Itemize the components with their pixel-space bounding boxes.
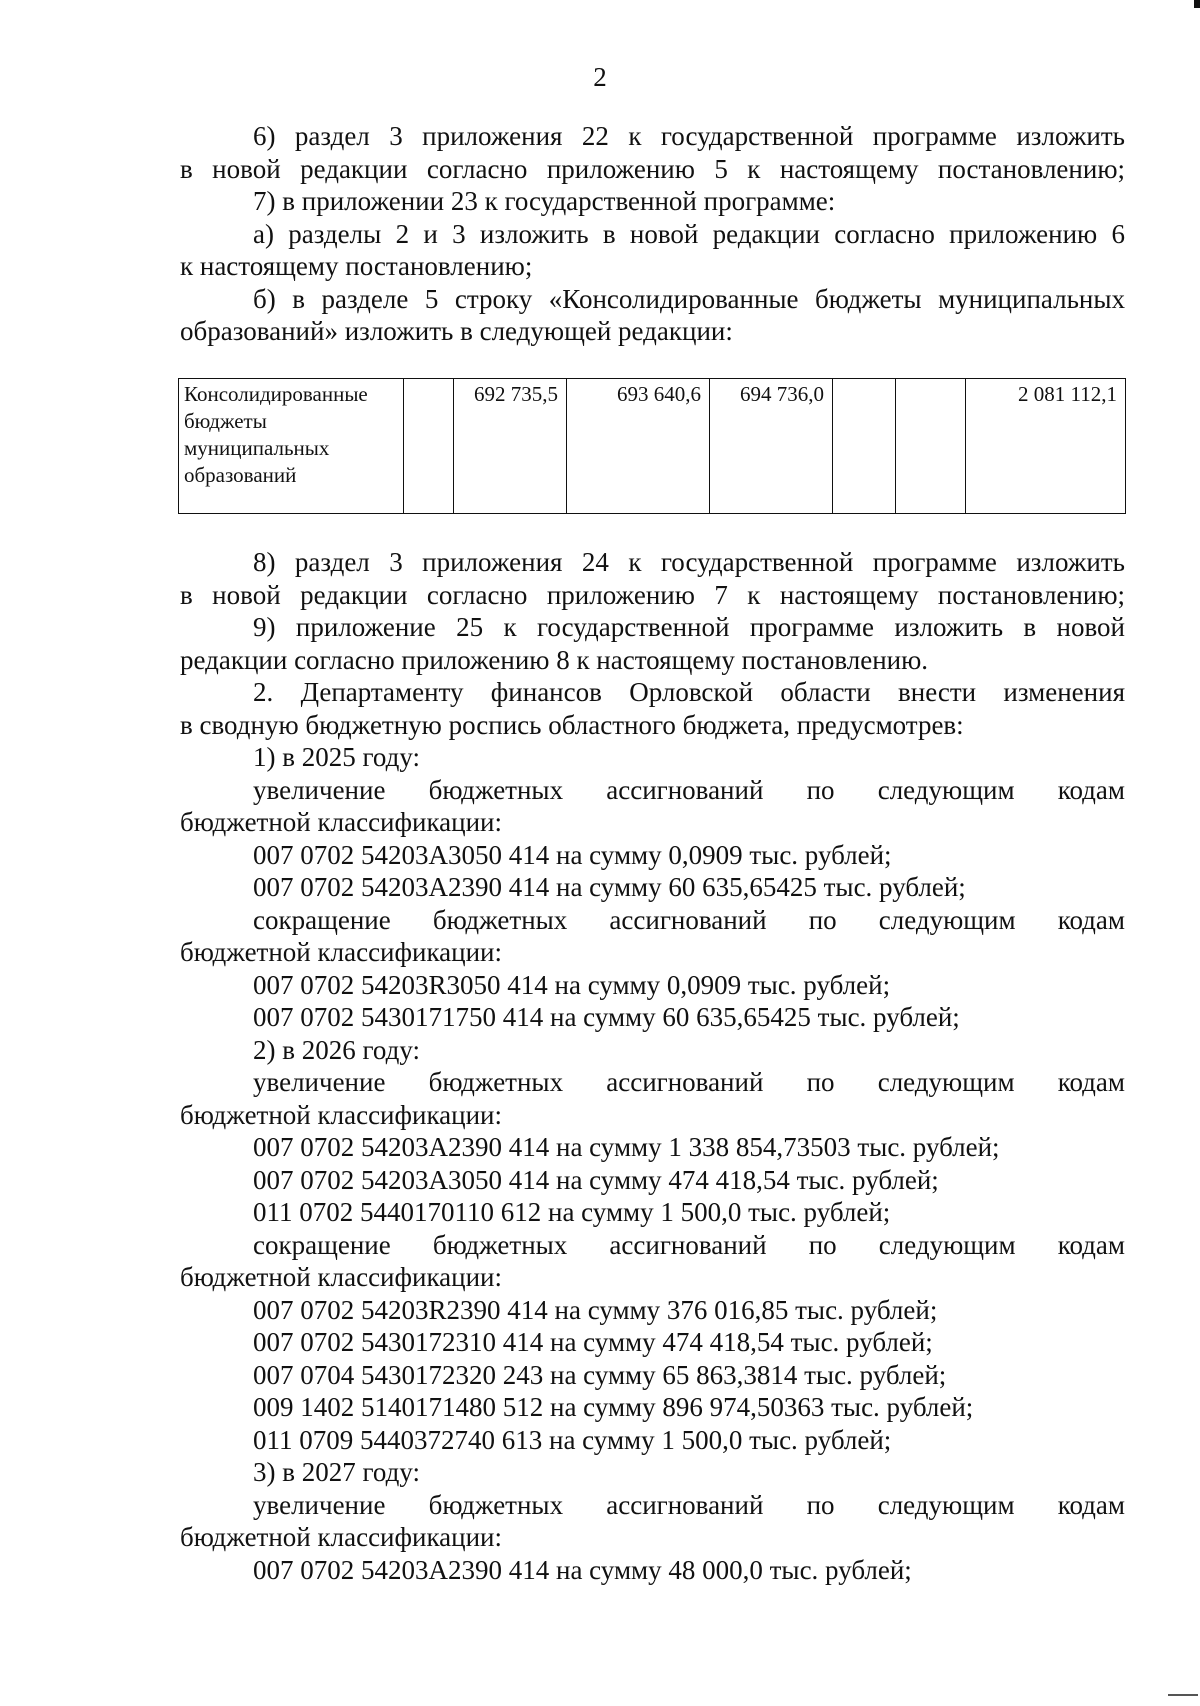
- table-cell: 2 081 112,1: [966, 379, 1126, 514]
- table-cell: [404, 379, 454, 514]
- table-cell: [833, 379, 896, 514]
- text-line: 007 0702 54203R3050 414 на сумму 0,0909 тыс. рублей;: [253, 969, 891, 1000]
- text-line: 6) раздел 3 приложения 22 к государственной программе изложить: [253, 121, 1125, 151]
- row-label-line: образований: [184, 463, 297, 487]
- text-line: бюджетной классификации:: [180, 937, 502, 967]
- text-line: 007 0702 54203А2390 414 на сумму 48 000,0 тыс. рублей;: [253, 1554, 912, 1585]
- text-line: 007 0702 54203А2390 414 на сумму 1 338 854,73503 тыс. рублей;: [253, 1132, 1000, 1162]
- row-label-line: бюджеты: [184, 409, 267, 433]
- text-line: 011 0709 5440372740 613 на сумму 1 500,0 тыс. рублей;: [253, 1424, 892, 1455]
- text-line: 2) в 2026 году:: [253, 1034, 420, 1065]
- table-cell: [896, 379, 966, 514]
- text-line: 3) в 2027 году:: [253, 1457, 420, 1487]
- body-text-bottom: [180, 546, 1125, 1586]
- body-text-top: [180, 120, 1125, 348]
- text-line: сокращение бюджетных ассигнований по следующим кодам: [253, 904, 1125, 935]
- budget-row-table: [178, 378, 1126, 514]
- row-label-line: муниципальных: [184, 436, 330, 460]
- text-line: 7) в приложении 23 к государственной программе:: [253, 186, 836, 216]
- text-line: сокращение бюджетных ассигнований по следующим кодам: [253, 1229, 1125, 1260]
- text-line: бюджетной классификации:: [180, 1522, 502, 1552]
- text-line: 007 0702 54203А3050 414 на сумму 0,0909 тыс. рублей;: [253, 839, 892, 870]
- text-line: 007 0702 5430171750 414 на сумму 60 635,65425 тыс. рублей;: [253, 1002, 960, 1032]
- text-line: 8) раздел 3 приложения 24 к государственной программе изложить: [253, 547, 1125, 577]
- text-line: увеличение бюджетных ассигнований по следующим кодам: [253, 774, 1125, 805]
- text-line: бюджетной классификации:: [180, 1099, 502, 1130]
- text-line: б) в разделе 5 строку «Консолидированные бюджеты муниципальных: [253, 283, 1125, 314]
- text-line: в новой редакции согласно приложению 7 к настоящему постановлению;: [180, 579, 1125, 610]
- scan-edge-mark: [1168, 1694, 1198, 1696]
- text-line: увеличение бюджетных ассигнований по следующим кодам: [253, 1489, 1125, 1520]
- text-line: 2. Департаменту финансов Орловской области внести изменения: [253, 677, 1125, 707]
- text-line: бюджетной классификации:: [180, 807, 502, 837]
- text-line: 1) в 2025 году:: [253, 742, 420, 772]
- text-line: образований» изложить в следующей редакции:: [180, 316, 733, 346]
- row-label-cell: [179, 379, 404, 514]
- table-row: [179, 379, 1126, 514]
- text-line: увеличение бюджетных ассигнований по следующим кодам: [253, 1067, 1125, 1097]
- text-line: 011 0702 5440170110 612 на сумму 1 500,0 тыс. рублей;: [253, 1197, 891, 1227]
- table-cell: 694 736,0: [710, 379, 833, 514]
- page-number: 2: [593, 62, 607, 92]
- text-line: 007 0702 5430172310 414 на сумму 474 418,54 тыс. рублей;: [253, 1327, 933, 1357]
- table-cell: 693 640,6: [567, 379, 710, 514]
- text-line: а) разделы 2 и 3 изложить в новой редакции согласно приложению 6: [253, 218, 1125, 249]
- scan-corner-mark: [1194, 0, 1200, 8]
- text-line: 007 0702 54203А3050 414 на сумму 474 418,54 тыс. рублей;: [253, 1164, 939, 1195]
- text-line: 007 0704 5430172320 243 на сумму 65 863,3814 тыс. рублей;: [253, 1359, 947, 1390]
- row-label-line: Консолидированные: [184, 382, 368, 406]
- text-line: в новой редакции согласно приложению 5 к настоящему постановлению;: [180, 153, 1125, 184]
- text-line: в сводную бюджетную роспись областного бюджета, предусмотрев:: [180, 709, 964, 740]
- text-line: 009 1402 5140171480 512 на сумму 896 974,50363 тыс. рублей;: [253, 1392, 974, 1422]
- text-line: 9) приложение 25 к государственной программе изложить в новой: [253, 612, 1125, 642]
- table-cell: 692 735,5: [454, 379, 567, 514]
- text-line: редакции согласно приложению 8 к настоящему постановлению.: [180, 644, 929, 675]
- text-line: бюджетной классификации:: [180, 1262, 502, 1292]
- text-line: к настоящему постановлению;: [180, 251, 533, 281]
- text-line: 007 0702 54203А2390 414 на сумму 60 635,65425 тыс. рублей;: [253, 872, 966, 902]
- text-line: 007 0702 54203R2390 414 на сумму 376 016,85 тыс. рублей;: [253, 1294, 938, 1325]
